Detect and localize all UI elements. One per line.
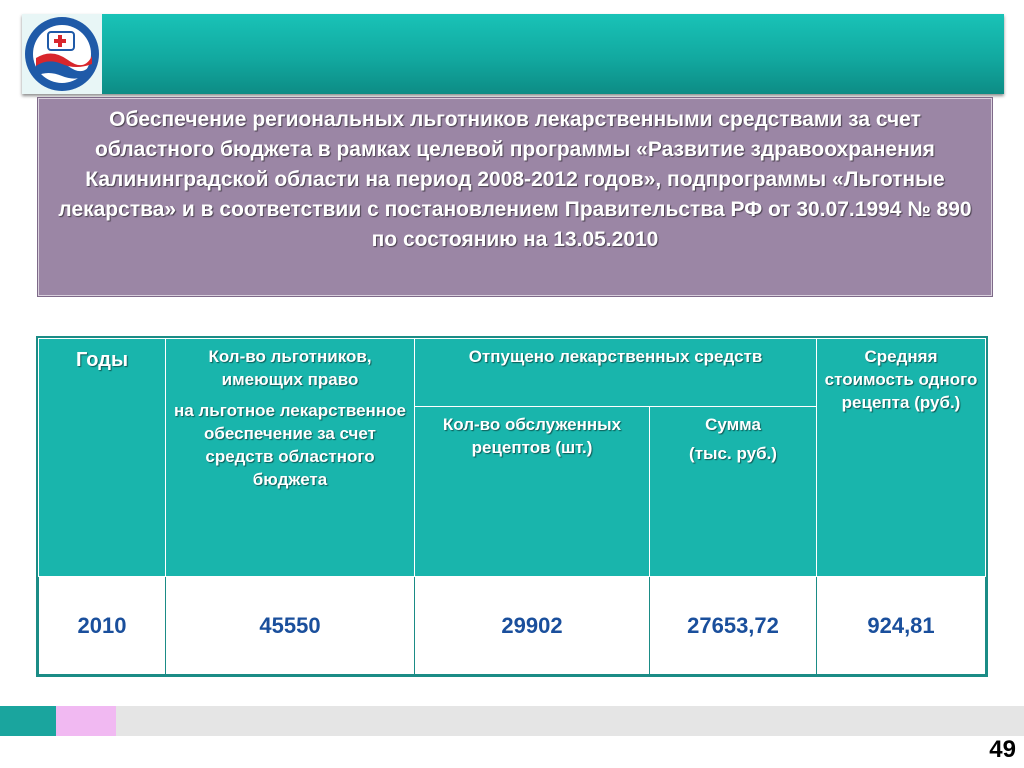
header-beneficiaries (166, 339, 415, 577)
cell-sum: 27653,72 (650, 577, 817, 675)
page-title: Обеспечение региональных льготников лекарственными средствами за счет областного бюджета в рамках целевой программы «Развитие здравоохранения Калининградской области на период 2008-2012 годов», подпрограммы «Льготные лекарства» и в соответствии с постановлением Правительства РФ от 30.07.1994 № 890 по состоянию на 13.05.2010 (58, 108, 972, 251)
cell-beneficiaries: 45550 (166, 577, 415, 675)
header-bar (22, 14, 1004, 94)
benefits-table (38, 338, 986, 675)
title-box (38, 98, 992, 296)
logo (22, 14, 102, 94)
cell-prescriptions: 29902 (415, 577, 650, 675)
ambulance-flag-logo-icon (22, 14, 102, 94)
cell-year: 2010 (39, 577, 166, 675)
table-row (39, 577, 986, 675)
header-dispensed: Отпущено лекарственных средств (415, 339, 817, 407)
header-sum-line2: (тыс. руб.) (689, 444, 777, 463)
footer-accent-pink (56, 706, 116, 736)
header-row (39, 339, 986, 407)
header-sum-line1: Сумма (705, 415, 761, 434)
cell-avg-cost: 924,81 (817, 577, 986, 675)
header-years: Годы (39, 339, 166, 577)
header-sum (650, 407, 817, 577)
header-beneficiaries-line1: Кол-во льготников, имеющих право (208, 347, 372, 389)
footer-accent-teal (0, 706, 56, 736)
header-avg-cost: Средняя стоимость одного рецепта (руб.) (817, 339, 986, 577)
page-number: 49 (989, 736, 1016, 763)
footer-strip (0, 706, 1024, 736)
header-prescriptions: Кол-во обслуженных рецептов (шт.) (415, 407, 650, 577)
header-beneficiaries-line2: на льготное лекарственное обеспечение за счет средств областного бюджета (174, 401, 406, 489)
